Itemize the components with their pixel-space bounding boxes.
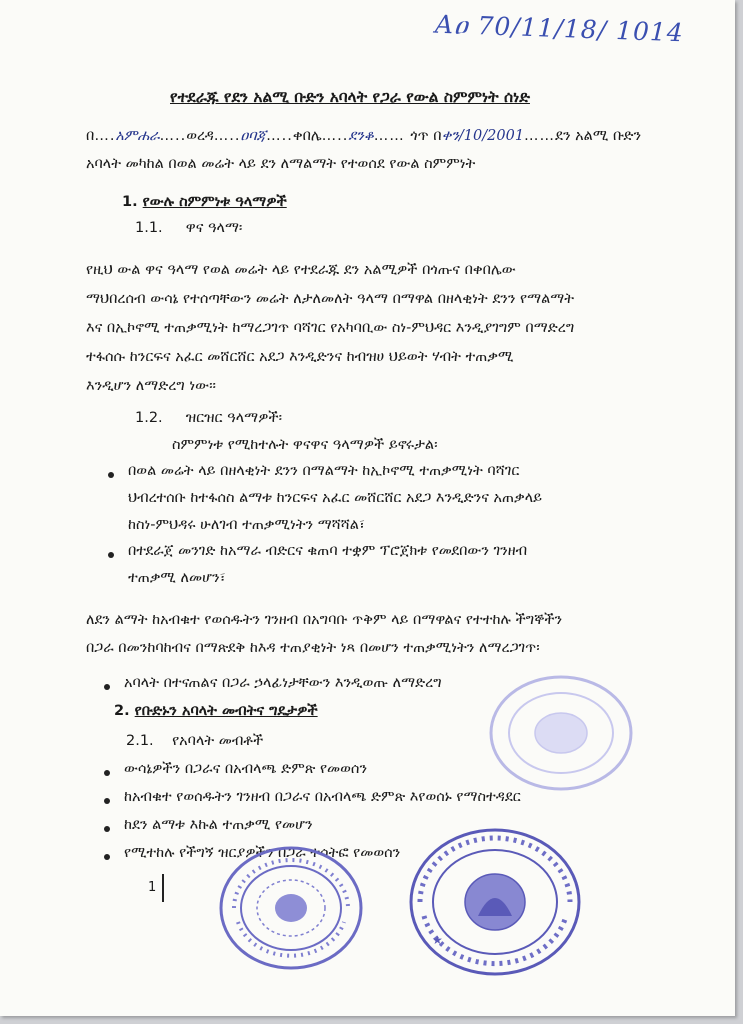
rights-item: ከደን ልማቱ እኩል ተጠቃሚ የመሆን: [124, 817, 313, 833]
para2-line: በጋራ በመንከባከብና በማጽደቅ ከእዳ ተጠያቂነት ነጻ በመሆን ተጠቃሚነትን ለማረጋገጥ፡: [86, 640, 540, 656]
bullet-2-line: በተደራጀ መንገድ ከአማራ ብድርና ቁጠባ ተቋም ፕሮጀክቱ የመደበውን ገንዘብ: [128, 543, 528, 559]
faint-stamp-icon: [486, 672, 636, 794]
rights-item: የሚተከሉ የችግኝ ዝርያዎችን በጋራ ተሳትፎ የመወሰን: [124, 845, 401, 861]
bullet-1-line: ህብረተሰቡ ከተፋሰስ ልማቱ ከንርፍና አፈር መሸርሸር አደጋ እንዲድንና አጠቃላይ: [128, 490, 543, 506]
bullet-dot: [104, 798, 110, 804]
rights-item: ከአብቁተ የወሰዱትን ገንዘብ በጋራና በአብላጫ ድምጽ እየወሰኑ የማስተዳደር: [124, 789, 521, 805]
rights-item: ውሳኔዎችን በጋራና በአብላጫ ድምጽ የመወሰን: [124, 761, 368, 777]
page-number: 1: [148, 880, 157, 895]
subsection-1-2-intro: ስምምነቱ የሚከተሉት ዋናዋና ዓላማዎች ይኖሩታል፡: [172, 437, 438, 453]
round-seal-left-icon: [216, 842, 366, 974]
para2-line: ለደን ልማት ከአብቁተ የወሰዱትን ገንዘብ በአግባቡ ጥቅም ላይ በማዋልና የተተከሉ ችግኞችን: [86, 612, 563, 628]
bullet-2-line: ተጠቃሚ ለመሆን፣: [128, 570, 226, 586]
bullet-dot: [104, 684, 110, 690]
handwritten-reference: Aዐ 70/11/18/ 1014: [434, 9, 685, 48]
bullet-dot: [108, 552, 114, 558]
round-seal-right-icon: [406, 824, 584, 980]
section-2-heading: 2. የቡድኑን አባላት መብትና ግዴታዎች: [114, 703, 318, 719]
fill-kebele: ደንቆ: [348, 128, 374, 144]
para-line: እና በኢኮኖሚ ተጠቃሚነት ከማረጋገጥ ባሻገር የአካባቢው ስነ-ምህዳር እንዲያገግም በማድረግ: [86, 320, 575, 336]
fill-date: ቀን/10/2001: [441, 128, 525, 144]
para-line: ተፋሰሱ ከንርፍና አፈር መሸርሸር አደጋ እንዲድንና ከብዝሀ ህይወት ሃብት ተጠቃሚ: [86, 349, 514, 365]
bullet-3: አባላት በተናጠልና በጋራ ኃላፊነታቸውን እንዲወጡ ለማድረግ: [124, 675, 442, 691]
intro-line-1: በ….አምሐራ…..ወረዳ…..ዐባጃ…..ቀበሌ…..ደንቆ…… ጎጥ በቀን/10/2001……ደን አልሚ ቡድን: [86, 128, 642, 144]
subsection-2-1: 2.1. የአባላት መብቶች: [126, 733, 264, 749]
svg-text:★: ★: [432, 933, 443, 947]
para-line: እንዲሆን ለማድረግ ነው፡፡: [86, 378, 216, 394]
fill-region: አምሐራ: [115, 128, 160, 144]
para-line: የዚህ ውል ዋና ዓላማ የወል መሬት ላይ የተደራጁ ደን አልሚዎች በጎጡና በቀበሌው: [86, 262, 516, 278]
bullet-1-line: በወል መሬት ላይ በዘላቂነት ደንን በማልማት ከኢኮኖሚ ተጠቃሚነት ባሻገር: [128, 463, 520, 479]
subsection-1-2: 1.2. ዝርዝር ዓላማዎች፡: [135, 410, 283, 426]
bullet-dot: [104, 770, 110, 776]
margin-mark: [162, 874, 164, 902]
document-title: የተደራጁ የደን አልሚ ቡድን አባላት የጋራ የውል ስምምነት ሰነድ: [170, 88, 530, 106]
intro-line-2: አባላት መካከል በወል መሬት ላይ ደን ለማልማት የተወሰደ የውል ስምምነት: [86, 156, 476, 172]
para-line: ማህበረሰብ ውሳኔ የተሰጣቸውን መሬት ለታለመለት ዓላማ በማዋል በዘላቂነት ደንን የማልማት: [86, 291, 575, 307]
bullet-dot: [104, 826, 110, 832]
bullet-dot: [104, 854, 110, 860]
section-1-heading: 1. የውሉ ስምምነቱ ዓላማዎች: [122, 194, 287, 210]
subsection-1-1: 1.1. ዋና ዓላማ፡: [135, 220, 243, 236]
fill-woreda: ዐባጃ: [240, 128, 267, 144]
bullet-1-line: ከስነ-ምህዳሩ ሁለገብ ተጠቃሚነትን ማሻሻል፣: [128, 517, 365, 533]
bullet-dot: [108, 472, 114, 478]
